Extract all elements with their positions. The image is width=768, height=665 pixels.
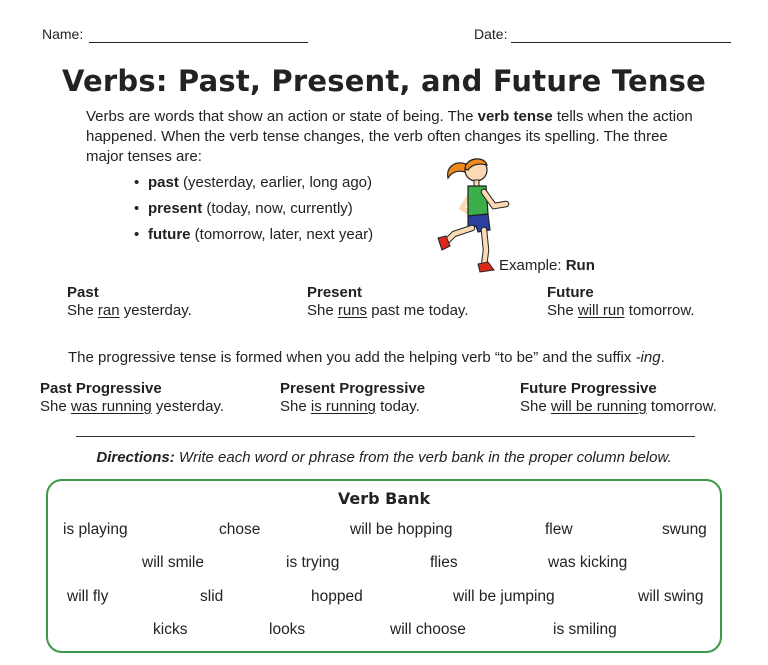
future-sentence: She will run tomorrow. (547, 302, 695, 319)
verb-bank-word: hopped (311, 588, 363, 605)
list-item: • future (tomorrow, later, next year) (134, 226, 374, 243)
verb-bank-word: will smile (142, 554, 204, 571)
future-progressive-heading: Future Progressive (520, 380, 657, 397)
present-progressive-column (280, 380, 425, 415)
verb-bank-word: kicks (153, 621, 188, 638)
verb-bank-title: Verb Bank (337, 489, 431, 508)
past-column (67, 284, 192, 319)
verb-bank-word: is playing (63, 521, 128, 538)
future-progressive-column (520, 380, 717, 415)
verb-bank-word: slid (200, 588, 224, 605)
directions: Directions: Write each word or phrase from the verb bank in the proper column below. (96, 449, 672, 466)
tense-list (134, 173, 373, 251)
present-sentence: She runs past me today. (307, 302, 469, 319)
verb-bank-word: will be jumping (453, 588, 555, 605)
past-progressive-heading: Past Progressive (40, 380, 162, 397)
verb-bank-word: chose (219, 521, 261, 538)
date-label: Date: (474, 26, 508, 42)
verb-bank-word: flies (430, 554, 458, 571)
list-item: • past (yesterday, earlier, long ago) (134, 174, 372, 191)
past-heading: Past (67, 284, 99, 301)
intro-paragraph (86, 107, 706, 167)
verb-bank-word: will choose (390, 621, 466, 638)
name-field[interactable] (89, 28, 308, 43)
date-field[interactable] (511, 28, 731, 43)
intro-text-1: Verbs are words that show an action or state of being. The (86, 108, 478, 125)
past-sentence: She ran yesterday. (67, 302, 192, 319)
intro-bold: verb tense (477, 108, 553, 125)
verb-bank-word: will swing (638, 588, 704, 605)
present-progressive-sentence: She is running today. (280, 398, 420, 415)
intro-text-2: tells when the action happened. When the verb tense changes, the verb often changes its spelling. The three major tenses are: (86, 108, 693, 165)
past-progressive-sentence: She was running yesterday. (40, 398, 225, 415)
verb-bank-word: will be hopping (350, 521, 453, 538)
verb-bank-word: was kicking (548, 554, 628, 571)
example-label: Example: Run (499, 257, 595, 274)
directions-label: Directions: (96, 449, 175, 466)
example-word: Run (565, 257, 595, 274)
verb-bank-word: swung (662, 521, 707, 538)
past-progressive-column (40, 380, 224, 415)
list-item: • present (today, now, currently) (134, 200, 353, 217)
progressive-note: The progressive tense is formed when you add the helping verb “to be” and the suffix -ing. (68, 349, 665, 366)
verb-bank-word: looks (269, 621, 306, 638)
future-column (547, 284, 695, 319)
future-progressive-sentence: She will be running tomorrow. (520, 398, 717, 415)
present-heading: Present (307, 284, 363, 301)
verb-bank-word: flew (545, 521, 573, 538)
name-label: Name: (42, 26, 84, 42)
present-progressive-heading: Present Progressive (280, 380, 426, 397)
verb-bank (46, 479, 722, 653)
page-title: Verbs: Past, Present, and Future Tense (61, 64, 707, 98)
present-column (307, 284, 469, 319)
verb-bank-word: will fly (67, 588, 109, 605)
divider (76, 436, 695, 437)
verb-bank-word: is trying (286, 554, 340, 571)
verb-bank-word: is smiling (553, 621, 617, 638)
future-heading: Future (547, 284, 594, 301)
